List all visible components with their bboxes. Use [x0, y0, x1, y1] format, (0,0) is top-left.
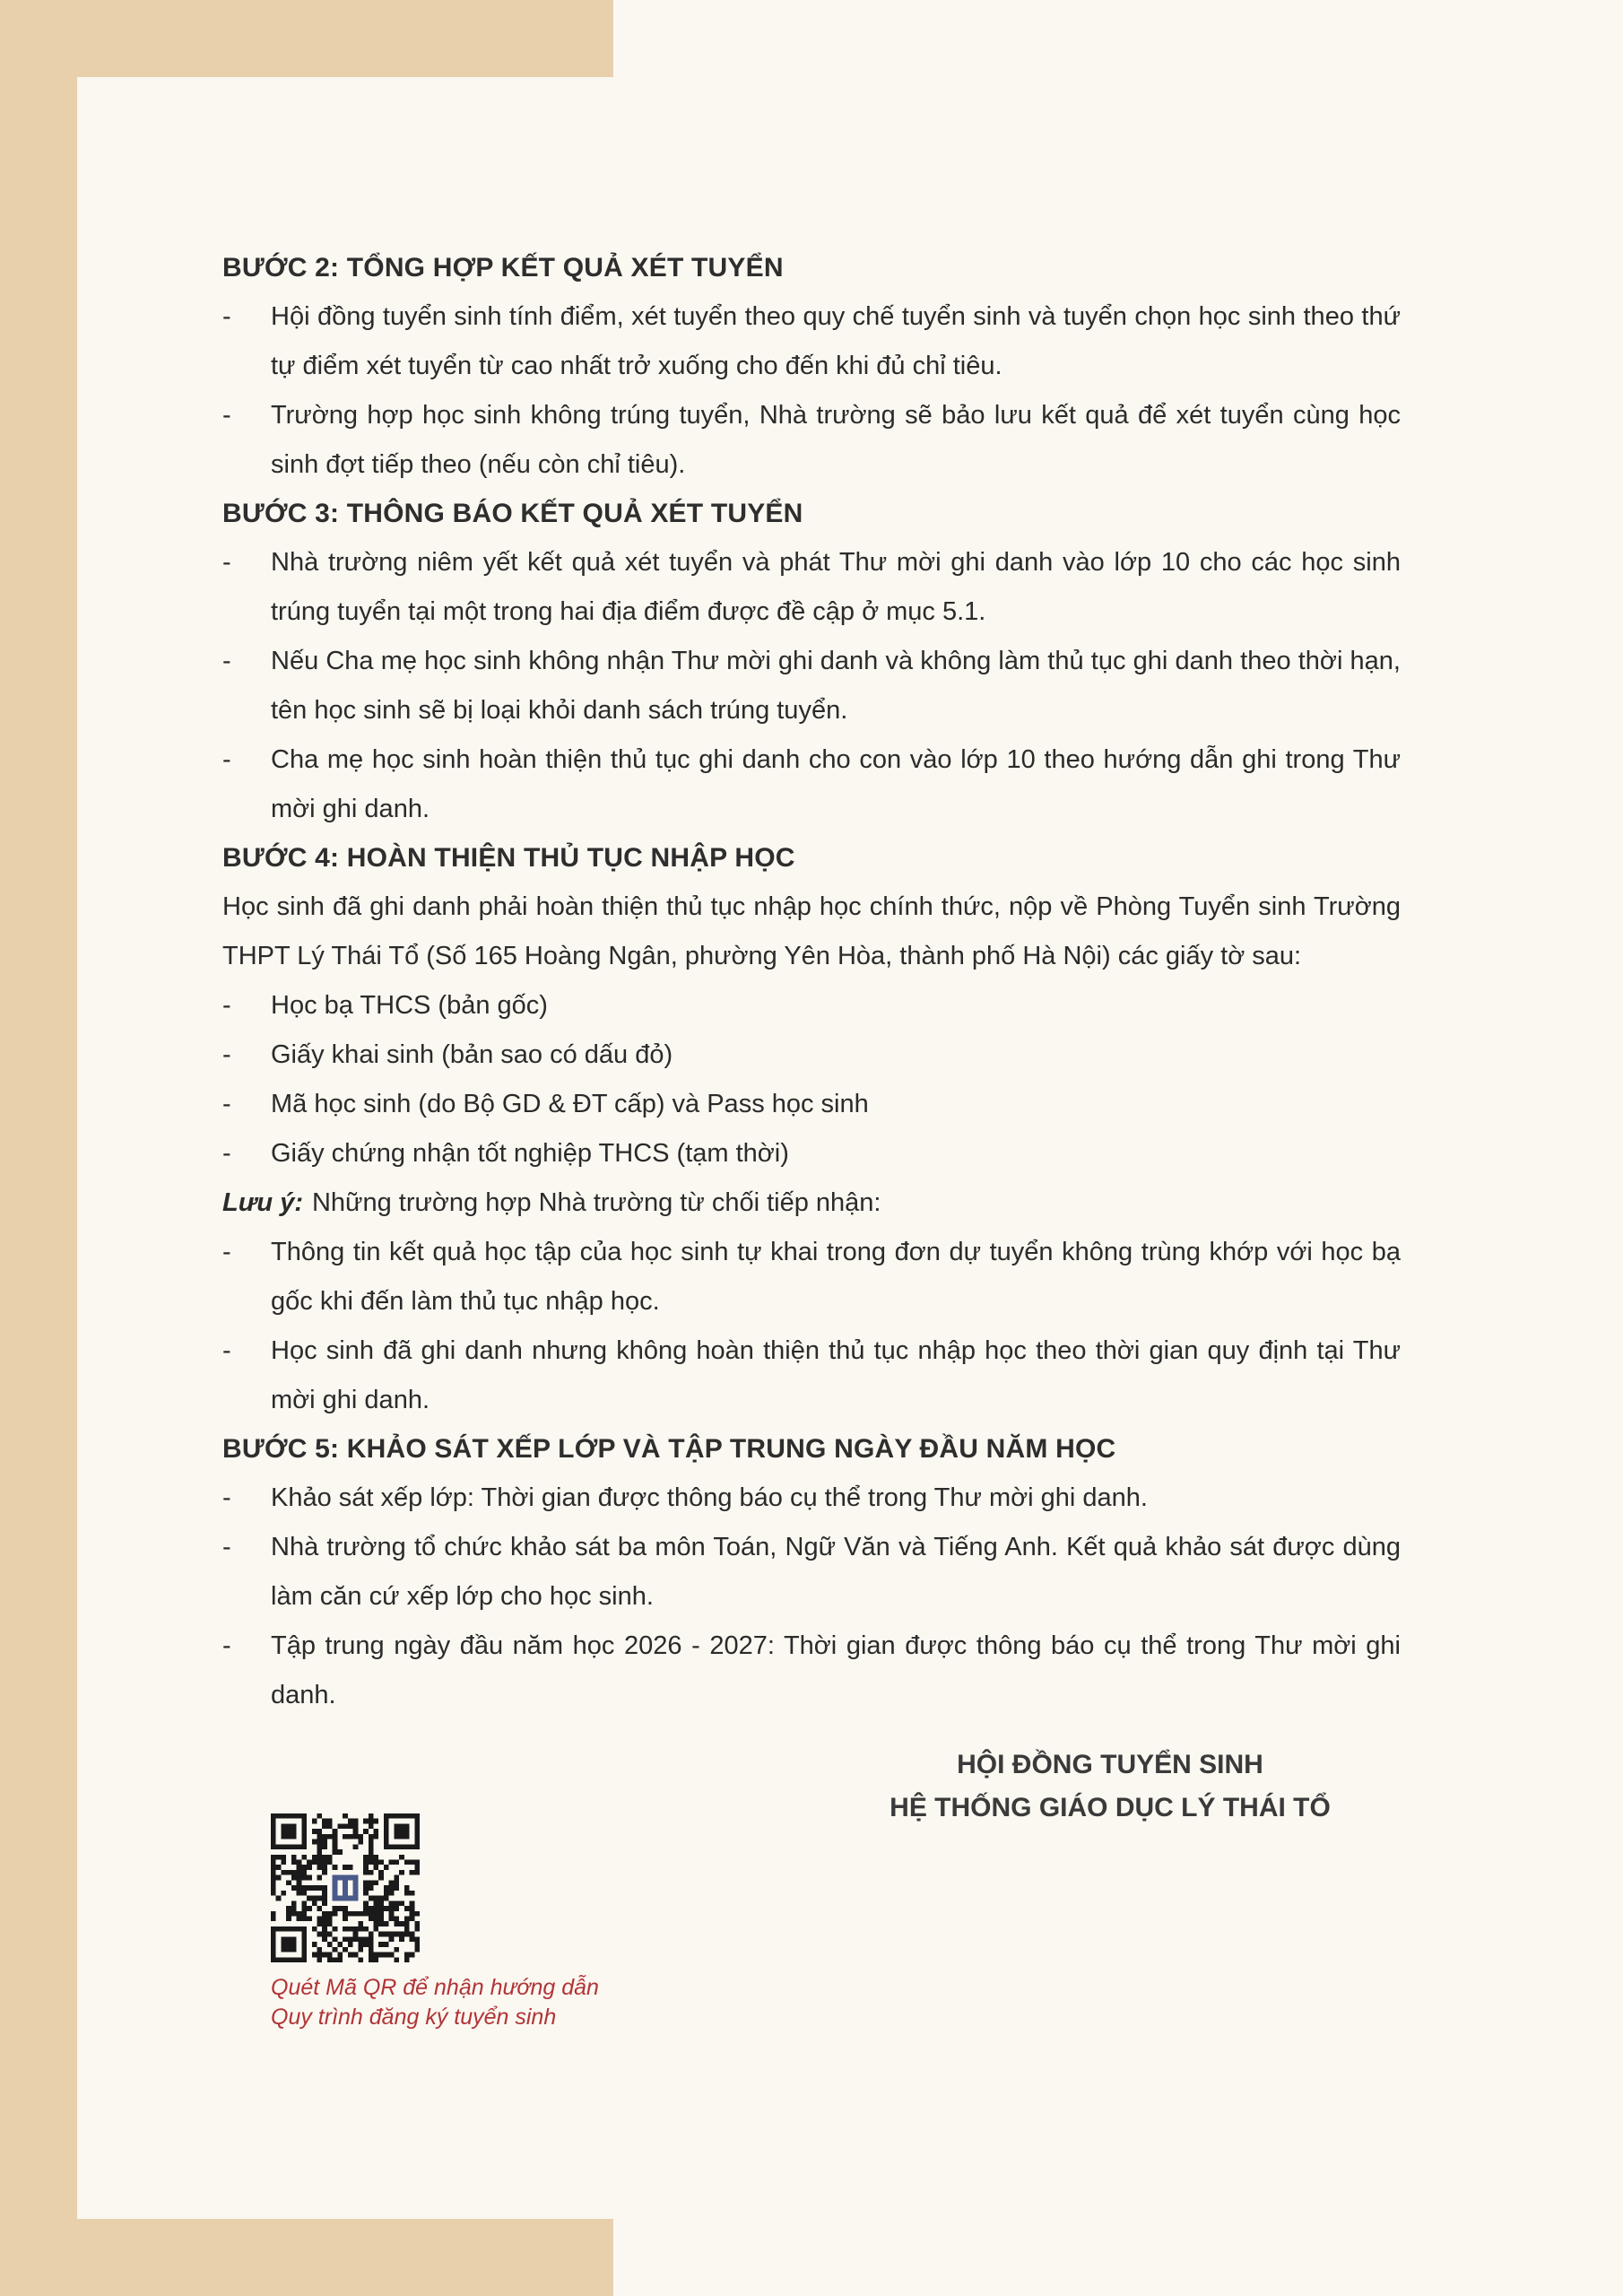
list-item: - Mã học sinh (do Bộ GD & ĐT cấp) và Pass học sinh [222, 1080, 1401, 1129]
qr-caption [271, 1973, 647, 2032]
bullet-marker: - [222, 991, 231, 1020]
note-label: Lưu ý: [222, 1188, 303, 1217]
list-item: - Cha mẹ học sinh hoàn thiện thủ tục ghi danh cho con vào lớp 10 theo hướng dẫn ghi trong Thư mời ghi danh. [222, 735, 1401, 834]
bullet-marker: - [222, 548, 231, 577]
qr-code-graphic [271, 1813, 420, 1962]
qr-code-icon[interactable] [271, 1813, 420, 1962]
list-item: - Trường hợp học sinh không trúng tuyển, Nhà trường sẽ bảo lưu kết quả để xét tuyển cùng học sinh đợt tiếp theo (nếu còn chỉ tiêu). [222, 391, 1401, 490]
signature-line-2: HỆ THỐNG GIÁO DỤC LÝ THÁI TỔ [890, 1793, 1331, 1822]
bullet-marker: - [222, 401, 231, 430]
step-4-heading: BƯỚC 4: HOÀN THIỆN THỦ TỤC NHẬP HỌC [222, 843, 795, 873]
document-body [222, 244, 1401, 1720]
bullet-marker: - [222, 1238, 231, 1266]
list-item: - Nếu Cha mẹ học sinh không nhận Thư mời ghi danh và không làm thủ tục ghi danh theo thời hạn, tên học sinh sẽ bị loại khỏi danh sách trúng tuyển. [222, 637, 1401, 735]
list-item: - Thông tin kết quả học tập của học sinh tự khai trong đơn dự tuyển không trùng khớp với học bạ gốc khi đến làm thủ tục nhập học. [222, 1228, 1401, 1326]
bullet-marker: - [222, 745, 231, 774]
list-item: - Học bạ THCS (bản gốc) [222, 981, 1401, 1031]
step-3-heading: BƯỚC 3: THÔNG BÁO KẾT QUẢ XÉT TUYỂN [222, 499, 803, 528]
accent-band-bottom [0, 2219, 613, 2296]
signature-line-1: HỘI ĐỒNG TUYỂN SINH [957, 1750, 1263, 1779]
note-line [222, 1178, 1401, 1228]
list-item: - Giấy khai sinh (bản sao có dấu đỏ) [222, 1031, 1401, 1080]
bullet-marker: - [222, 647, 231, 675]
list-item: - Giấy chứng nhận tốt nghiệp THCS (tạm thời) [222, 1129, 1401, 1178]
signature-block [861, 1744, 1359, 1830]
step-5-heading: BƯỚC 5: KHẢO SÁT XẾP LỚP VÀ TẬP TRUNG NGÀY ĐẦU NĂM HỌC [222, 1434, 1116, 1464]
bullet-marker: - [222, 1139, 231, 1168]
list-item: - Nhà trường niêm yết kết quả xét tuyển và phát Thư mời ghi danh vào lớp 10 cho các học sinh trúng tuyển tại một trong hai địa điểm được đề cập ở mục 5.1. [222, 538, 1401, 637]
bullet-marker: - [222, 1631, 231, 1660]
list-item: - Học sinh đã ghi danh nhưng không hoàn thiện thủ tục nhập học theo thời gian quy định tại Thư mời ghi danh. [222, 1326, 1401, 1425]
accent-band-left [0, 0, 77, 2296]
list-item: - Khảo sát xếp lớp: Thời gian được thông báo cụ thể trong Thư mời ghi danh. [222, 1474, 1401, 1523]
note-text: Những trường hợp Nhà trường từ chối tiếp nhận: [311, 1188, 881, 1217]
list-item: - Nhà trường tổ chức khảo sát ba môn Toán, Ngữ Văn và Tiếng Anh. Kết quả khảo sát được dùng làm căn cứ xếp lớp cho học sinh. [222, 1523, 1401, 1622]
bullet-marker: - [222, 1533, 231, 1561]
bullet-marker: - [222, 1040, 231, 1069]
step-4-intro: Học sinh đã ghi danh phải hoàn thiện thủ tục nhập học chính thức, nộp về Phòng Tuyển sinh Trường THPT Lý Thái Tổ (Số 165 Hoàng Ngân, phường Yên Hòa, thành phố Hà Nội) các giấy tờ sau: [222, 892, 1401, 970]
bullet-marker: - [222, 1336, 231, 1365]
qr-caption-line-1: Quét Mã QR để nhận hướng dẫn [271, 1975, 599, 2000]
bullet-marker: - [222, 1483, 231, 1512]
qr-caption-line-2: Quy trình đăng ký tuyển sinh [271, 2005, 557, 2030]
accent-band-top [0, 0, 613, 77]
list-item: - Tập trung ngày đầu năm học 2026 - 2027: Thời gian được thông báo cụ thể trong Thư mời ghi danh. [222, 1622, 1401, 1720]
list-item: - Hội đồng tuyển sinh tính điểm, xét tuyển theo quy chế tuyển sinh và tuyển chọn học sinh theo thứ tự điểm xét tuyển từ cao nhất trở xuống cho đến khi đủ chỉ tiêu. [222, 292, 1401, 391]
bullet-marker: - [222, 1090, 231, 1118]
bullet-marker: - [222, 302, 231, 331]
step-2-heading: BƯỚC 2: TỔNG HỢP KẾT QUẢ XÉT TUYỂN [222, 253, 784, 283]
